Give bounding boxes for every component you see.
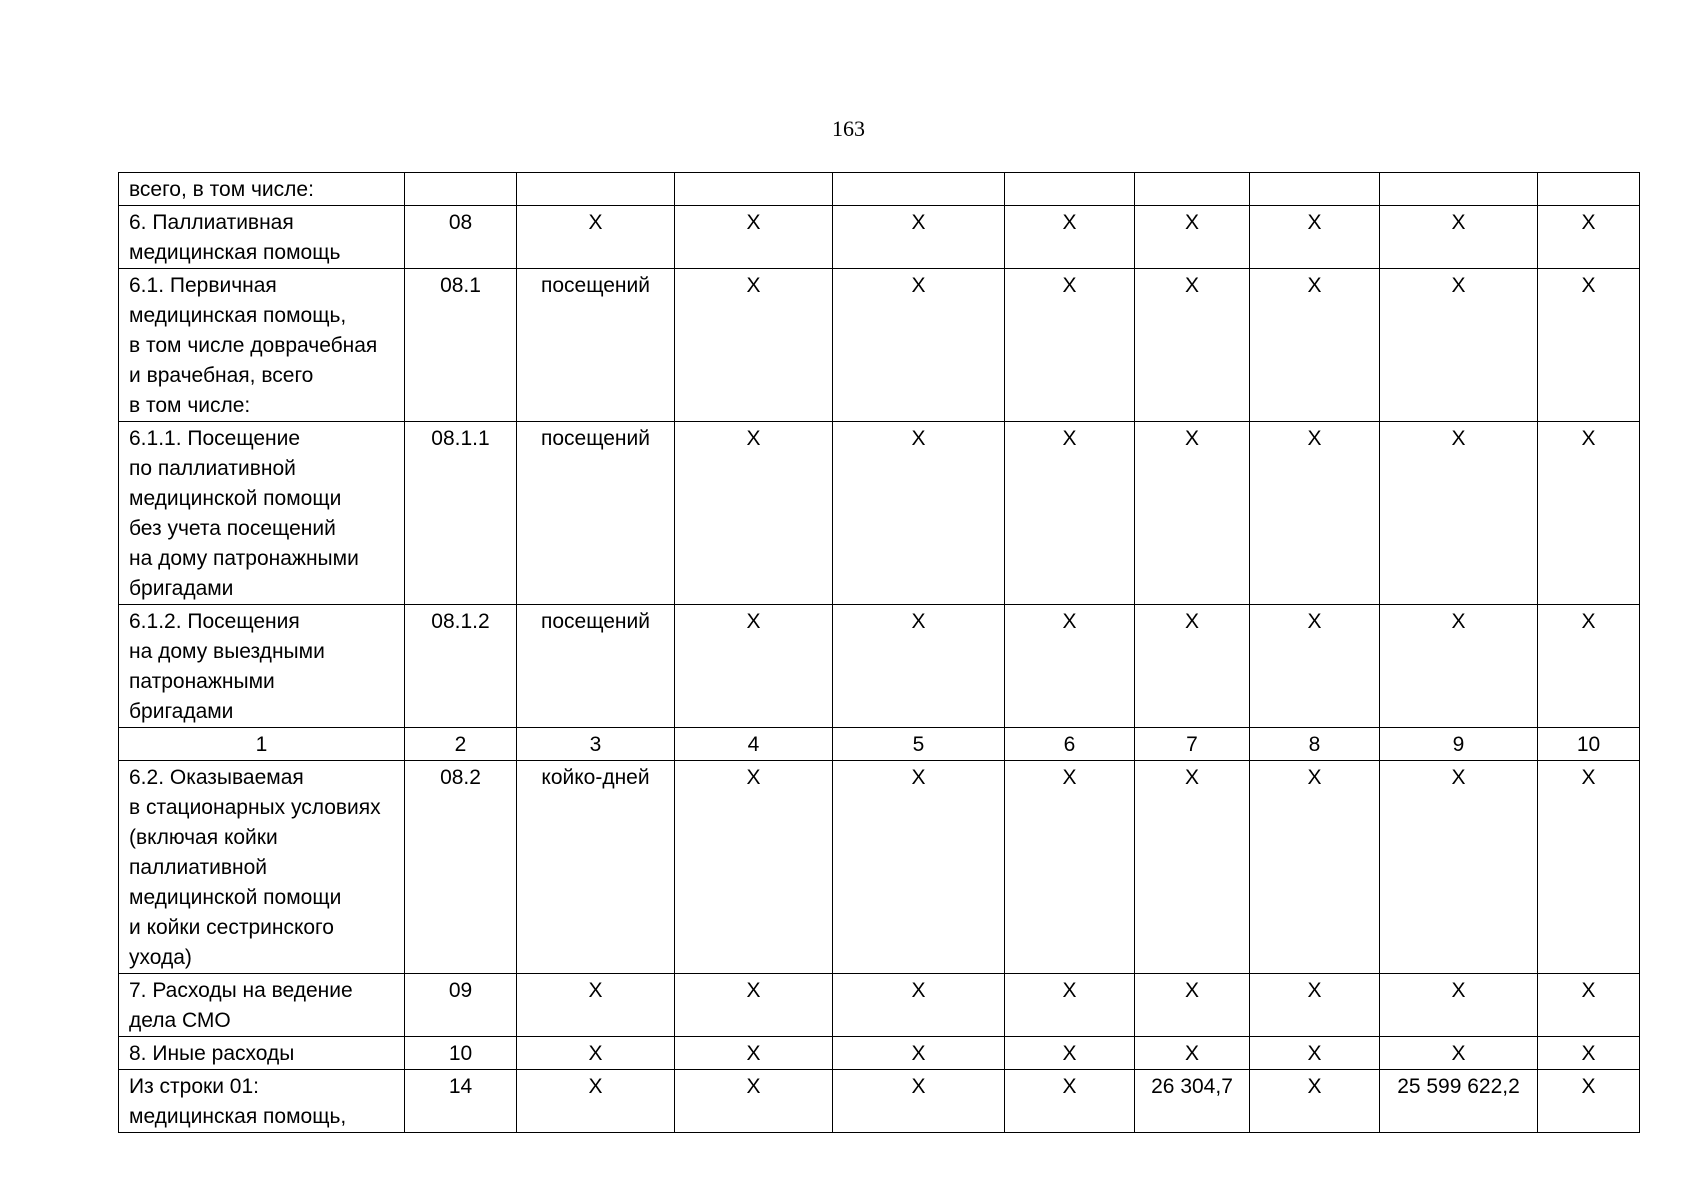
value-cell: X (1135, 206, 1250, 269)
row-label-cell (119, 173, 405, 206)
page-number: 163 (832, 116, 865, 141)
value-cell: X (1538, 761, 1640, 974)
value-cell: X (833, 269, 1005, 422)
table-row (119, 1037, 1640, 1070)
value-cell: X (675, 761, 833, 974)
table-row (119, 974, 1640, 1037)
row-label-line: и врачебная, всего (129, 364, 314, 387)
row-label-line: медицинская помощь, (129, 304, 347, 327)
value-cell: X (1135, 1037, 1250, 1070)
value-cell: X (1380, 206, 1538, 269)
row-label-cell (119, 206, 405, 269)
value-cell: X (675, 974, 833, 1037)
row-label-cell (119, 422, 405, 605)
row-label-cell (119, 269, 405, 422)
value-cell: X (1538, 605, 1640, 728)
table-row (119, 269, 1640, 422)
value-cell: X (517, 206, 675, 269)
value-cell: X (1005, 422, 1135, 605)
value-cell: X (833, 1070, 1005, 1133)
row-label-line: бригадами (129, 700, 234, 723)
row-label-line: (включая койки (129, 826, 278, 849)
value-cell: X (1135, 605, 1250, 728)
row-label-line: без учета посещений (129, 517, 336, 540)
value-cell: X (675, 206, 833, 269)
value-cell: X (1380, 605, 1538, 728)
value-cell: 25 599 622,2 (1380, 1070, 1538, 1133)
value-cell: X (1538, 1070, 1640, 1133)
row-label-line: 6.1. Первичная (129, 274, 277, 297)
column-number-cell: 1 (119, 728, 405, 761)
column-numbering-row (119, 728, 1640, 761)
value-cell: посещений (517, 605, 675, 728)
table-row (119, 605, 1640, 728)
row-label-line: 6.1.2. Посещения (129, 610, 300, 633)
row-label-line: 6.1.1. Посещение (129, 427, 301, 450)
column-number-cell: 6 (1005, 728, 1135, 761)
table-row (119, 1070, 1640, 1133)
column-number-cell: 4 (675, 728, 833, 761)
row-label-line: 8. Иные расходы (129, 1042, 295, 1065)
value-cell: 26 304,7 (1135, 1070, 1250, 1133)
value-cell: 10 (405, 1037, 517, 1070)
column-number-cell: 8 (1250, 728, 1380, 761)
row-label-line: 6. Паллиативная (129, 211, 294, 234)
value-cell: 09 (405, 974, 517, 1037)
value-cell: X (1135, 422, 1250, 605)
value-cell: X (1250, 269, 1380, 422)
row-label-cell (119, 1037, 405, 1070)
value-cell (405, 173, 517, 206)
value-cell: X (833, 422, 1005, 605)
value-cell (1005, 173, 1135, 206)
value-cell: X (1135, 269, 1250, 422)
value-cell: X (1005, 206, 1135, 269)
row-label-cell (119, 1070, 405, 1133)
row-label-line: медицинская помощь (129, 241, 341, 264)
column-number-cell: 7 (1135, 728, 1250, 761)
table-body (119, 173, 1640, 1133)
value-cell: X (1005, 1070, 1135, 1133)
value-cell: X (1380, 974, 1538, 1037)
value-cell: X (1250, 1037, 1380, 1070)
column-number-cell: 3 (517, 728, 675, 761)
table-row (119, 173, 1640, 206)
value-cell: X (1005, 1037, 1135, 1070)
value-cell: X (1005, 605, 1135, 728)
row-label-cell (119, 974, 405, 1037)
table-row (119, 422, 1640, 605)
value-cell: X (1380, 1037, 1538, 1070)
value-cell: 14 (405, 1070, 517, 1133)
value-cell: X (833, 761, 1005, 974)
value-cell: X (1538, 422, 1640, 605)
value-cell: X (1250, 761, 1380, 974)
row-label-line: бригадами (129, 577, 234, 600)
row-label-cell (119, 761, 405, 974)
value-cell: X (1538, 269, 1640, 422)
column-number-cell: 9 (1380, 728, 1538, 761)
row-label-line: в том числе доврачебная (129, 334, 378, 357)
value-cell: X (1250, 1070, 1380, 1133)
table-row (119, 206, 1640, 269)
row-label-line: 7. Расходы на ведение (129, 979, 353, 1002)
value-cell: 08.2 (405, 761, 517, 974)
value-cell: 08 (405, 206, 517, 269)
row-label-line: медицинской помощи (129, 487, 342, 510)
value-cell: X (1005, 761, 1135, 974)
column-number-cell: 5 (833, 728, 1005, 761)
value-cell: X (675, 422, 833, 605)
value-cell: X (1135, 761, 1250, 974)
value-cell: X (1380, 269, 1538, 422)
value-cell: X (675, 1070, 833, 1133)
value-cell: X (833, 206, 1005, 269)
row-label-line: по паллиативной (129, 457, 296, 480)
value-cell: X (1005, 269, 1135, 422)
value-cell: 08.1.2 (405, 605, 517, 728)
value-cell: X (833, 1037, 1005, 1070)
value-cell: X (1380, 761, 1538, 974)
value-cell: X (517, 1070, 675, 1133)
row-label-line: на дому выездными (129, 640, 325, 663)
row-label-line: дела СМО (129, 1009, 231, 1032)
row-label-line: ухода) (129, 946, 192, 969)
value-cell: X (1538, 974, 1640, 1037)
column-number-cell: 2 (405, 728, 517, 761)
row-label-cell (119, 605, 405, 728)
row-label-line: на дому патронажными (129, 547, 359, 570)
table-row (119, 761, 1640, 974)
value-cell: X (517, 1037, 675, 1070)
row-label-line: Из строки 01: (129, 1075, 259, 1098)
value-cell: X (1380, 422, 1538, 605)
report-table (118, 172, 1640, 1133)
value-cell: X (1250, 605, 1380, 728)
value-cell: 08.1.1 (405, 422, 517, 605)
column-number-cell: 10 (1538, 728, 1640, 761)
value-cell: койко-дней (517, 761, 675, 974)
value-cell: X (675, 605, 833, 728)
value-cell: X (1135, 974, 1250, 1037)
row-label-line: 6.2. Оказываемая (129, 766, 304, 789)
value-cell: X (517, 974, 675, 1037)
value-cell: X (833, 974, 1005, 1037)
value-cell: X (1538, 1037, 1640, 1070)
row-label-line: паллиативной (129, 856, 268, 879)
value-cell: X (675, 269, 833, 422)
row-label-line: медицинская помощь, (129, 1105, 347, 1128)
value-cell: X (675, 1037, 833, 1070)
value-cell: 08.1 (405, 269, 517, 422)
value-cell (675, 173, 833, 206)
row-label-line: патронажными (129, 670, 275, 693)
value-cell (833, 173, 1005, 206)
value-cell: X (833, 605, 1005, 728)
row-label-line: всего, в том числе: (129, 178, 314, 201)
value-cell (1538, 173, 1640, 206)
value-cell: X (1250, 422, 1380, 605)
value-cell: посещений (517, 422, 675, 605)
value-cell: X (1538, 206, 1640, 269)
row-label-line: и койки сестринского (129, 916, 334, 939)
row-label-line: медицинской помощи (129, 886, 342, 909)
value-cell (517, 173, 675, 206)
row-label-line: в стационарных условиях (129, 796, 381, 819)
value-cell: X (1250, 206, 1380, 269)
value-cell: X (1005, 974, 1135, 1037)
value-cell (1250, 173, 1380, 206)
value-cell (1380, 173, 1538, 206)
value-cell: посещений (517, 269, 675, 422)
row-label-line: в том числе: (129, 394, 251, 417)
value-cell: X (1250, 974, 1380, 1037)
value-cell (1135, 173, 1250, 206)
